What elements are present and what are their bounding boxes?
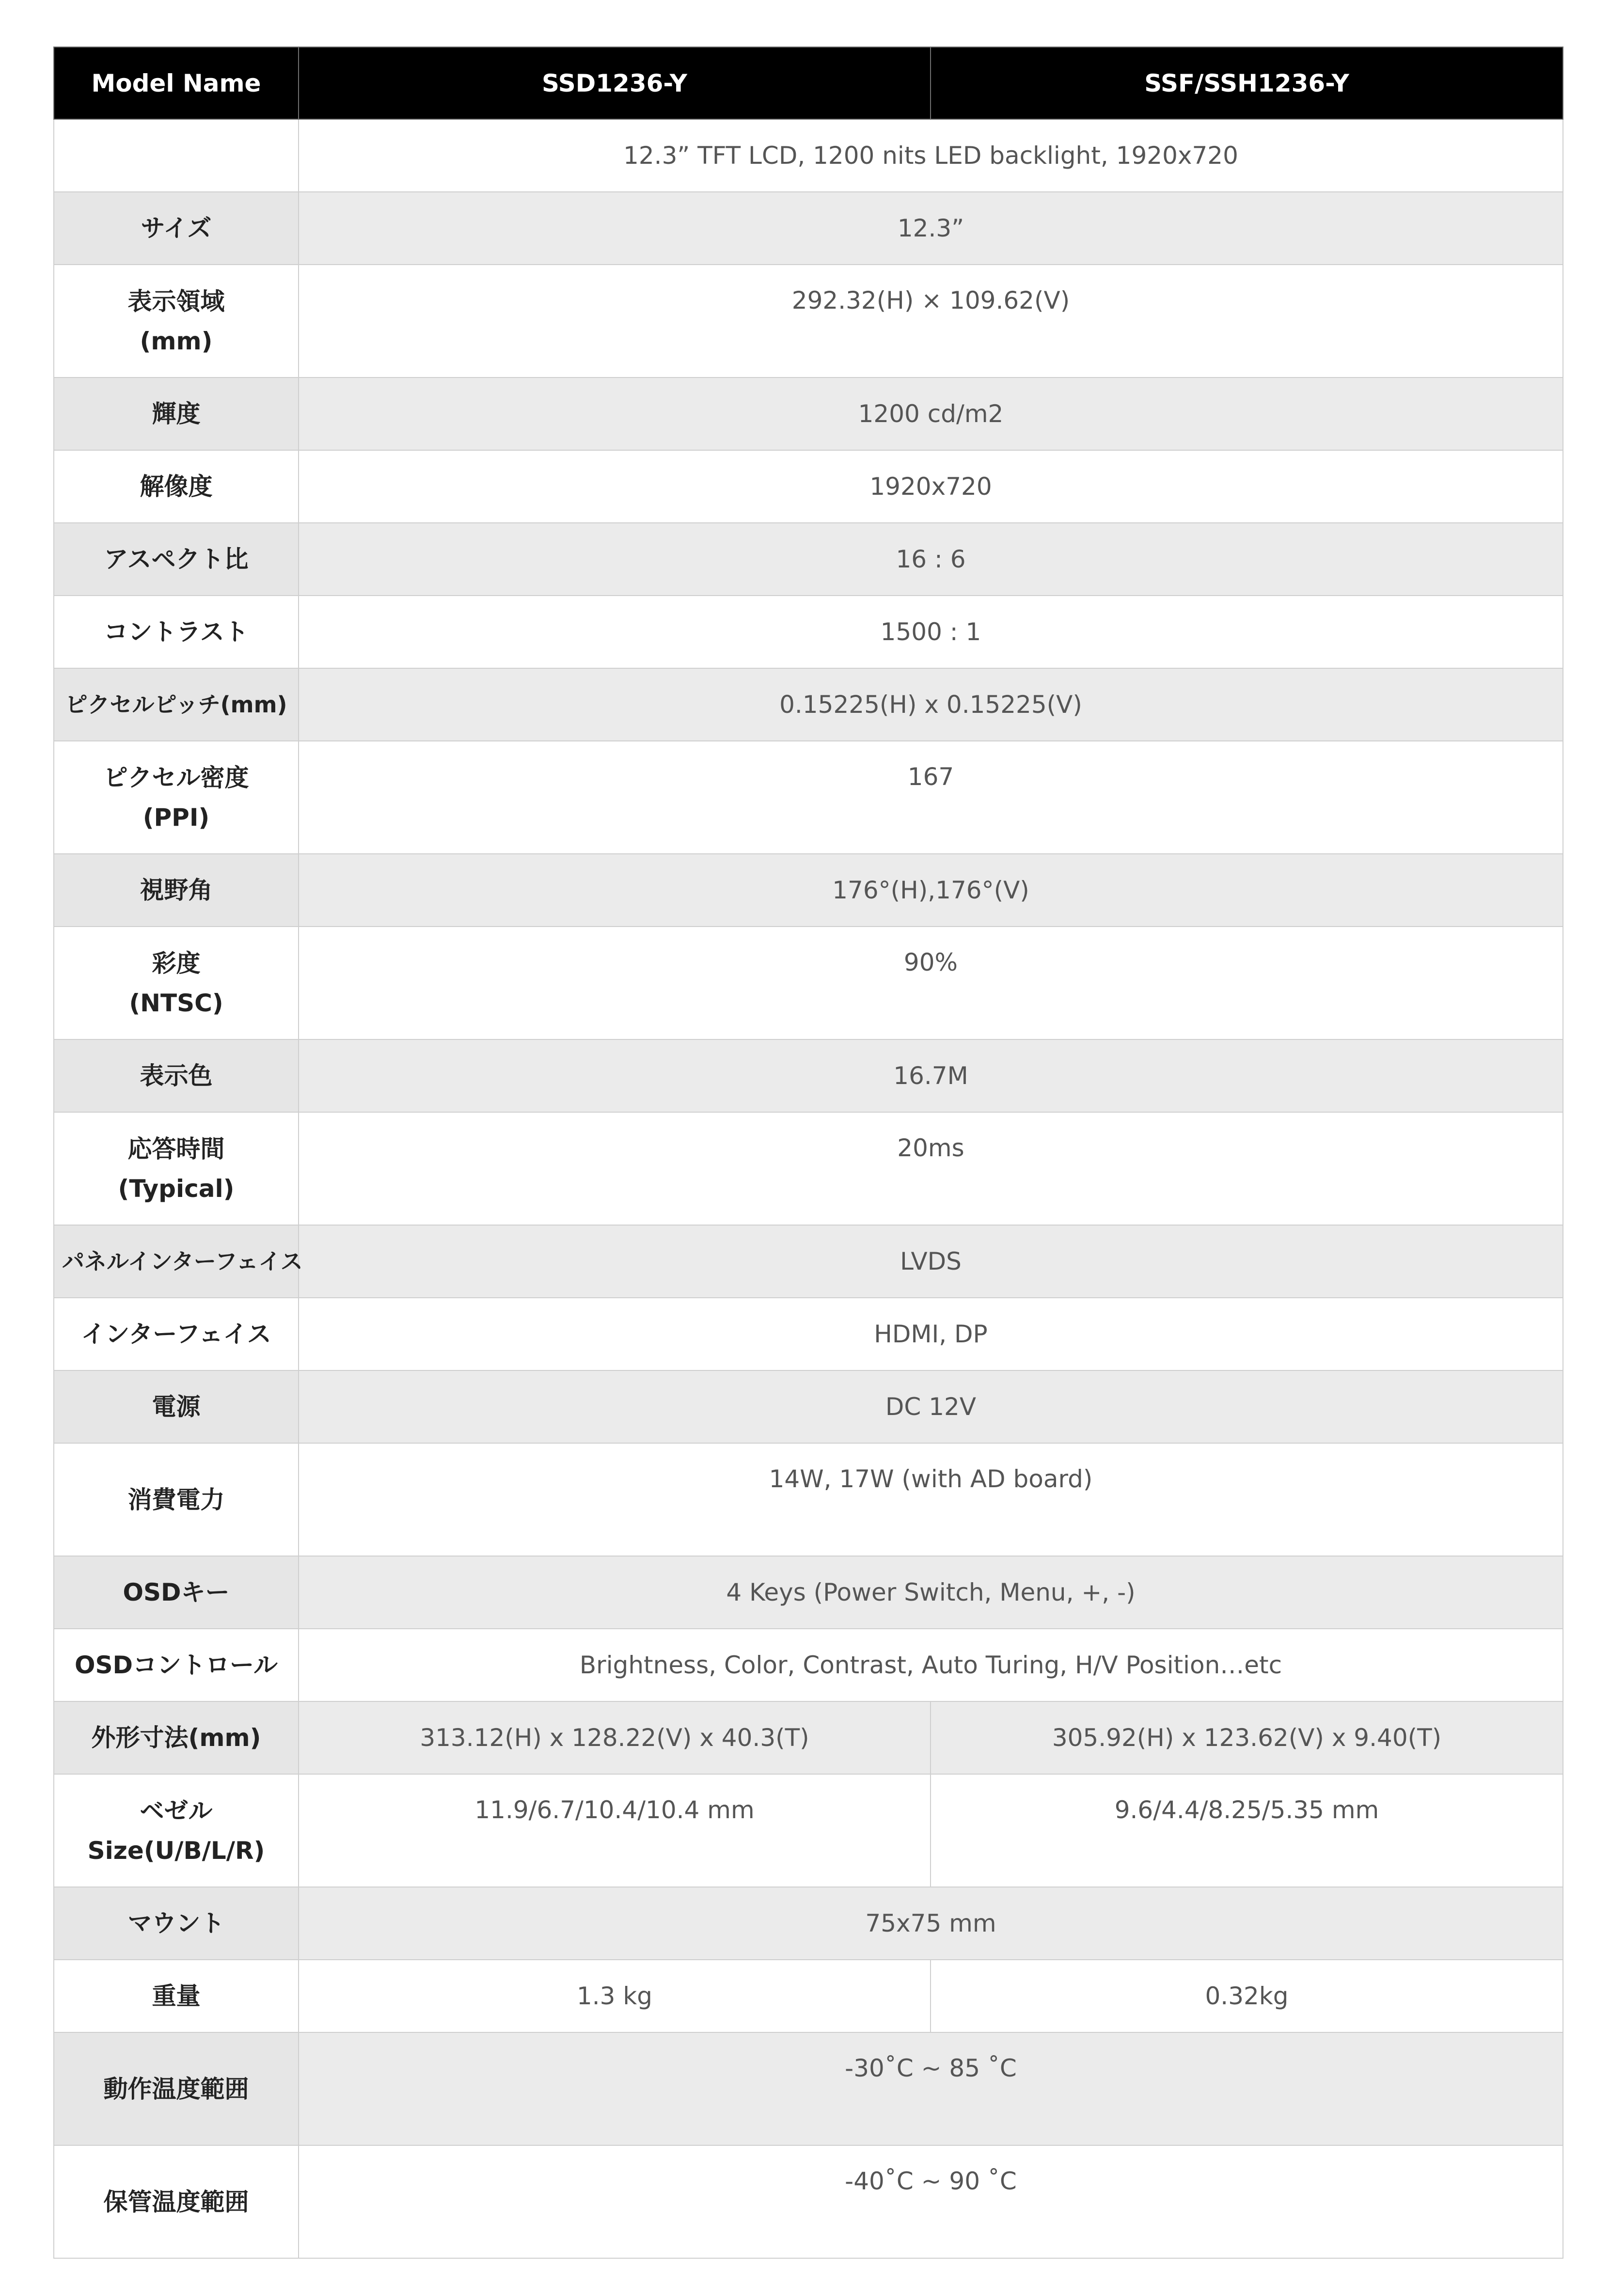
row-label-operating-temp: 動作温度範囲 <box>54 2032 299 2145</box>
row-label-power: 電源 <box>54 1370 299 1443</box>
row-value-mount: 75x75 mm <box>299 1887 1563 1960</box>
table-row <box>54 450 1563 523</box>
row-label-active-area-main: 表示領域 <box>127 287 225 315</box>
row-label-osd-control: OSDコントロール <box>54 1629 299 1701</box>
row-label-saturation-unit: (NTSC) <box>129 989 223 1017</box>
row-label-aspect-ratio: アスペクト比 <box>54 523 299 596</box>
table-row <box>54 523 1563 596</box>
row-label-panel-interface: パネルインターフェイス <box>54 1225 299 1298</box>
row-label-saturation-main: 彩度 <box>152 949 201 977</box>
spec-table-header <box>54 47 1563 119</box>
table-row <box>54 377 1563 450</box>
table-row <box>54 1960 1563 2032</box>
row-label-active-area <box>54 265 299 377</box>
row-value-weight-ssf-ssh1236: 0.32kg <box>931 1960 1563 2032</box>
table-row <box>54 2145 1563 2258</box>
row-label-pixel-pitch: ピクセルピッチ(mm) <box>54 668 299 741</box>
row-label-pixel-density <box>54 741 299 854</box>
row-value-bezel-ssd1236: 11.9/6.7/10.4/10.4 mm <box>299 1774 931 1887</box>
table-row <box>54 1112 1563 1225</box>
table-row <box>54 668 1563 741</box>
row-value-resolution: 1920x720 <box>299 450 1563 523</box>
table-row <box>54 1629 1563 1701</box>
row-label-contrast: コントラスト <box>54 596 299 668</box>
row-label-response-time <box>54 1112 299 1225</box>
row-label-dimensions: 外形寸法(mm) <box>54 1701 299 1774</box>
row-label-storage-temp: 保管温度範囲 <box>54 2145 299 2258</box>
row-label-display-colors: 表示色 <box>54 1039 299 1112</box>
row-label-response-time-main: 応答時間 <box>127 1134 225 1163</box>
table-row <box>54 596 1563 668</box>
row-label-resolution: 解像度 <box>54 450 299 523</box>
row-value-osd-keys: 4 Keys (Power Switch, Menu, +, -) <box>299 1556 1563 1629</box>
row-value-brightness: 1200 cd/m2 <box>299 377 1563 450</box>
row-value-storage-temp: -40˚C ~ 90 ˚C <box>299 2145 1563 2258</box>
header-model-ssd1236: SSD1236-Y <box>299 47 931 119</box>
table-row <box>54 741 1563 854</box>
row-value-pixel-pitch: 0.15225(H) x 0.15225(V) <box>299 668 1563 741</box>
row-label-weight: 重量 <box>54 1960 299 2032</box>
table-row <box>54 854 1563 927</box>
row-label-saturation <box>54 927 299 1039</box>
row-label-bezel-main: ベゼル <box>140 1796 213 1825</box>
row-value-aspect-ratio: 16 : 6 <box>299 523 1563 596</box>
spec-table <box>53 47 1563 2259</box>
row-label-active-area-unit: (mm) <box>140 327 213 355</box>
table-row <box>54 1298 1563 1370</box>
row-label-viewing-angle: 視野角 <box>54 854 299 927</box>
table-row <box>54 1039 1563 1112</box>
table-row <box>54 1370 1563 1443</box>
table-row <box>54 1774 1563 1887</box>
table-row <box>54 1887 1563 1960</box>
row-value-bezel-ssf-ssh1236: 9.6/4.4/8.25/5.35 mm <box>931 1774 1563 1887</box>
row-value-active-area: 292.32(H) × 109.62(V) <box>299 265 1563 377</box>
row-value-panel-interface: LVDS <box>299 1225 1563 1298</box>
table-row <box>54 192 1563 265</box>
header-label-model-name: Model Name <box>54 47 299 119</box>
header-row <box>54 47 1563 119</box>
row-value-operating-temp: -30˚C ~ 85 ˚C <box>299 2032 1563 2145</box>
row-value-power: DC 12V <box>299 1370 1563 1443</box>
row-label-pixel-density-main: ピクセル密度 <box>103 763 249 792</box>
row-label-response-time-unit: (Typical) <box>118 1174 235 1203</box>
row-value-display-colors: 16.7M <box>299 1039 1563 1112</box>
row-value-viewing-angle: 176°(H),176°(V) <box>299 854 1563 927</box>
row-value-weight-ssd1236: 1.3 kg <box>299 1960 931 2032</box>
spec-table-body <box>54 119 1563 2258</box>
row-label-osd-keys: OSDキー <box>54 1556 299 1629</box>
row-value-saturation: 90% <box>299 927 1563 1039</box>
table-row <box>54 1225 1563 1298</box>
table-row <box>54 1443 1563 1556</box>
row-label-bezel-unit: Size(U/B/L/R) <box>87 1836 265 1865</box>
row-value-size: 12.3” <box>299 192 1563 265</box>
row-value-panel: 12.3” TFT LCD, 1200 nits LED backlight, 1920x720 <box>299 119 1563 192</box>
table-row <box>54 1701 1563 1774</box>
row-label-pixel-density-unit: (PPI) <box>142 803 210 832</box>
row-label-panel <box>54 119 299 192</box>
row-value-power-consumption: 14W, 17W (with AD board) <box>299 1443 1563 1556</box>
row-value-response-time: 20ms <box>299 1112 1563 1225</box>
table-row <box>54 119 1563 192</box>
row-label-mount: マウント <box>54 1887 299 1960</box>
row-label-interface: インターフェイス <box>54 1298 299 1370</box>
row-value-dimensions-ssd1236: 313.12(H) x 128.22(V) x 40.3(T) <box>299 1701 931 1774</box>
row-label-brightness: 輝度 <box>54 377 299 450</box>
row-label-size: サイズ <box>54 192 299 265</box>
row-value-pixel-density: 167 <box>299 741 1563 854</box>
header-model-ssf-ssh1236: SSF/SSH1236-Y <box>931 47 1563 119</box>
row-value-contrast: 1500 : 1 <box>299 596 1563 668</box>
table-row <box>54 927 1563 1039</box>
table-row <box>54 265 1563 377</box>
table-row <box>54 1556 1563 1629</box>
row-label-power-consumption: 消費電力 <box>54 1443 299 1556</box>
row-value-osd-control: Brightness, Color, Contrast, Auto Turing, H/V Position…etc <box>299 1629 1563 1701</box>
row-value-dimensions-ssf-ssh1236: 305.92(H) x 123.62(V) x 9.40(T) <box>931 1701 1563 1774</box>
row-label-bezel <box>54 1774 299 1887</box>
row-value-interface: HDMI, DP <box>299 1298 1563 1370</box>
table-row <box>54 2032 1563 2145</box>
